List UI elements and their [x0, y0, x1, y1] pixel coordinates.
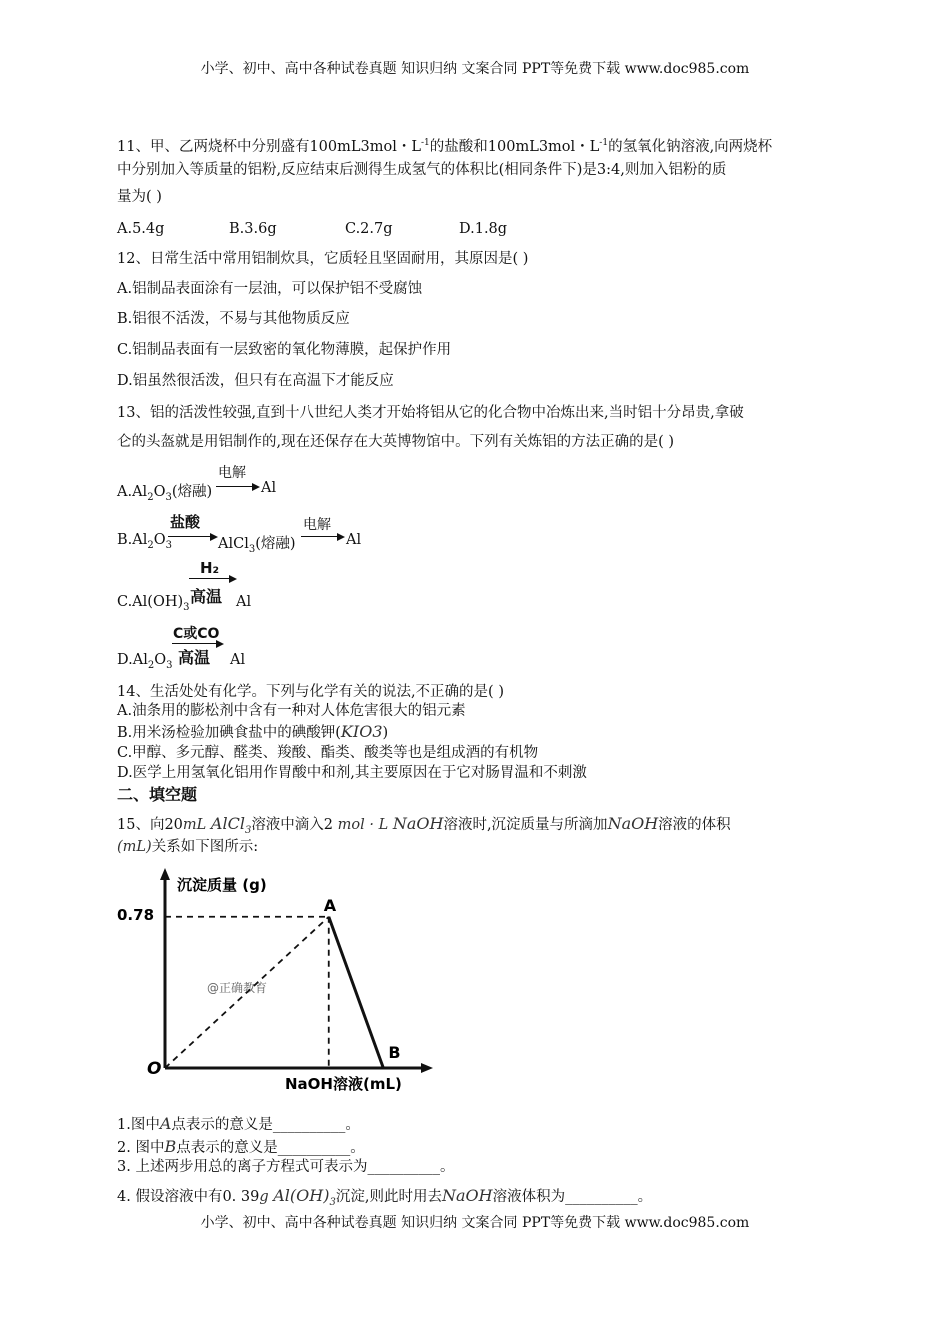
origin-label: O [147, 1059, 162, 1079]
y-axis-label: 沉淀质量 (g) [177, 876, 267, 894]
q11-option-a[interactable]: A.5.4g [117, 221, 165, 237]
q15-sub1: 1.图中A点表示的意义是__________。 [117, 1114, 360, 1133]
q11-line2: 中分别加入等质量的铝粉,反应结束后测得生成氢气的体积比(相同条件下)是3:4,则加入铝粉的质 [117, 162, 727, 178]
q11-option-b[interactable]: B.3.6g [229, 221, 277, 237]
point-a-label: A [323, 895, 337, 915]
q13-d-condition-top: C或CO [173, 626, 220, 642]
q14-option-d[interactable]: D.医学上用氢氧化铝用作胃酸中和剂,其主要原因在于它对肠胃温和不刺激 [117, 765, 587, 781]
q13-d-condition-bottom: 高温 [178, 648, 211, 667]
descending-segment [329, 917, 384, 1068]
q12-option-a[interactable]: A.铝制品表面涂有一层油，可以保护铝不受腐蚀 [117, 281, 423, 297]
q15-sub2: 2. 图中B点表示的意义是__________。 [117, 1137, 365, 1156]
q13-b-product: Al [346, 532, 362, 548]
q13-b-condition-2: 电解 [303, 517, 331, 533]
q11-line1: 11、甲、乙两烧杯中分别盛有100mL3mol・$L^{-1}$的盐酸和100mL3mol・$L^{-1}$的氢氧化钠溶液,向两烧杯 [117, 138, 773, 155]
q12-option-b[interactable]: B.铝很不活泼，不易与其他物质反应 [117, 311, 350, 327]
q14-option-a[interactable]: A.油条用的膨松剂中含有一种对人体危害很大的铝元素 [117, 703, 466, 719]
y-axis-arrow [160, 868, 170, 880]
q13-c-condition-top: H₂ [200, 559, 220, 577]
q15-sub3: 3. 上述两步用总的离子方程式可表示为__________。 [117, 1159, 455, 1175]
x-axis-arrow [421, 1063, 433, 1073]
q14-option-c[interactable]: C.甲醇、多元醇、醛类、羧酸、酯类、酸类等也是组成酒的有机物 [117, 745, 539, 761]
page-header: 小学、初中、高中各种试卷真题 知识归纳 文案合同 PPT等免费下载 www.doc985.com [200, 61, 750, 77]
y-tick-label: 0.78 [117, 906, 155, 924]
q13-b-condition-1: 盐酸 [170, 513, 201, 531]
origin-to-peak-diagonal [165, 917, 329, 1068]
q13-d-product: Al [230, 652, 246, 668]
q12-option-c[interactable]: C.铝制品表面有一层致密的氧化物薄膜，起保护作用 [117, 342, 452, 358]
q13-a-product: Al [261, 480, 277, 496]
q11-line3: 量为( ) [117, 189, 162, 205]
section-title: 二、填空题 [117, 785, 198, 804]
precipitate-chart [117, 862, 445, 1096]
q15-line1: 15、向20mL AlCl$_3$溶液中滴入2 mol · L NaOH溶液时,沉淀质量与所滴加NaOH溶液的体积 [117, 814, 731, 836]
q14-stem: 14、生活处处有化学。下列与化学有关的说法,不正确的是( ) [117, 684, 504, 700]
q12-stem: 12、日常生活中常用铝制炊具，它质轻且坚固耐用，其原因是( ) [117, 251, 529, 267]
q11-option-c[interactable]: C.2.7g [345, 221, 393, 237]
watermark: @正确教育 [207, 981, 268, 995]
q13-line2: 仑的头盔就是用铝制作的,现在还保存在大英博物馆中。下列有关炼铝的方法正确的是( ) [117, 434, 675, 450]
q13-option-d[interactable]: $D.Al_2O_3$ [117, 652, 173, 671]
q15-sub4: 4. 假设溶液中有0. 39g $Al(OH)_3$沉淀,则此时用去NaOH溶液体积为__________。 [117, 1186, 653, 1208]
page-footer: 小学、初中、高中各种试卷真题 知识归纳 文案合同 PPT等免费下载 www.doc985.com [200, 1215, 750, 1231]
q12-option-d[interactable]: D.铝虽然很活泼，但只有在高温下才能反应 [117, 373, 394, 389]
q13-option-c[interactable]: $C.Al(OH)_3$ [117, 594, 190, 613]
q13-c-product: Al [236, 594, 252, 610]
x-axis-label: NaOH溶液(mL) [285, 1075, 402, 1093]
q13-option-a[interactable]: $A.Al_2O_3$(熔融) [117, 484, 213, 503]
q13-line1: 13、铝的活泼性较强,直到十八世纪人类才开始将铝从它的化合物中冶炼出来,当时铝十分昂贵,拿破 [117, 405, 744, 421]
q13-option-b[interactable]: $B.Al_2O_3$ [117, 532, 173, 551]
q13-b-intermediate: AlCl$_3$(熔融) [218, 536, 296, 555]
q13-a-condition: 电解 [218, 465, 246, 481]
point-b-label: B [388, 1043, 401, 1062]
q14-option-b[interactable]: B.用米汤检验加碘食盐中的碘酸钾(KIO3) [117, 722, 389, 741]
q11-option-d[interactable]: D.1.8g [459, 221, 508, 237]
q13-c-condition-bottom: 高温 [190, 587, 223, 606]
q15-line2: (mL)关系如下图所示: [117, 839, 259, 855]
